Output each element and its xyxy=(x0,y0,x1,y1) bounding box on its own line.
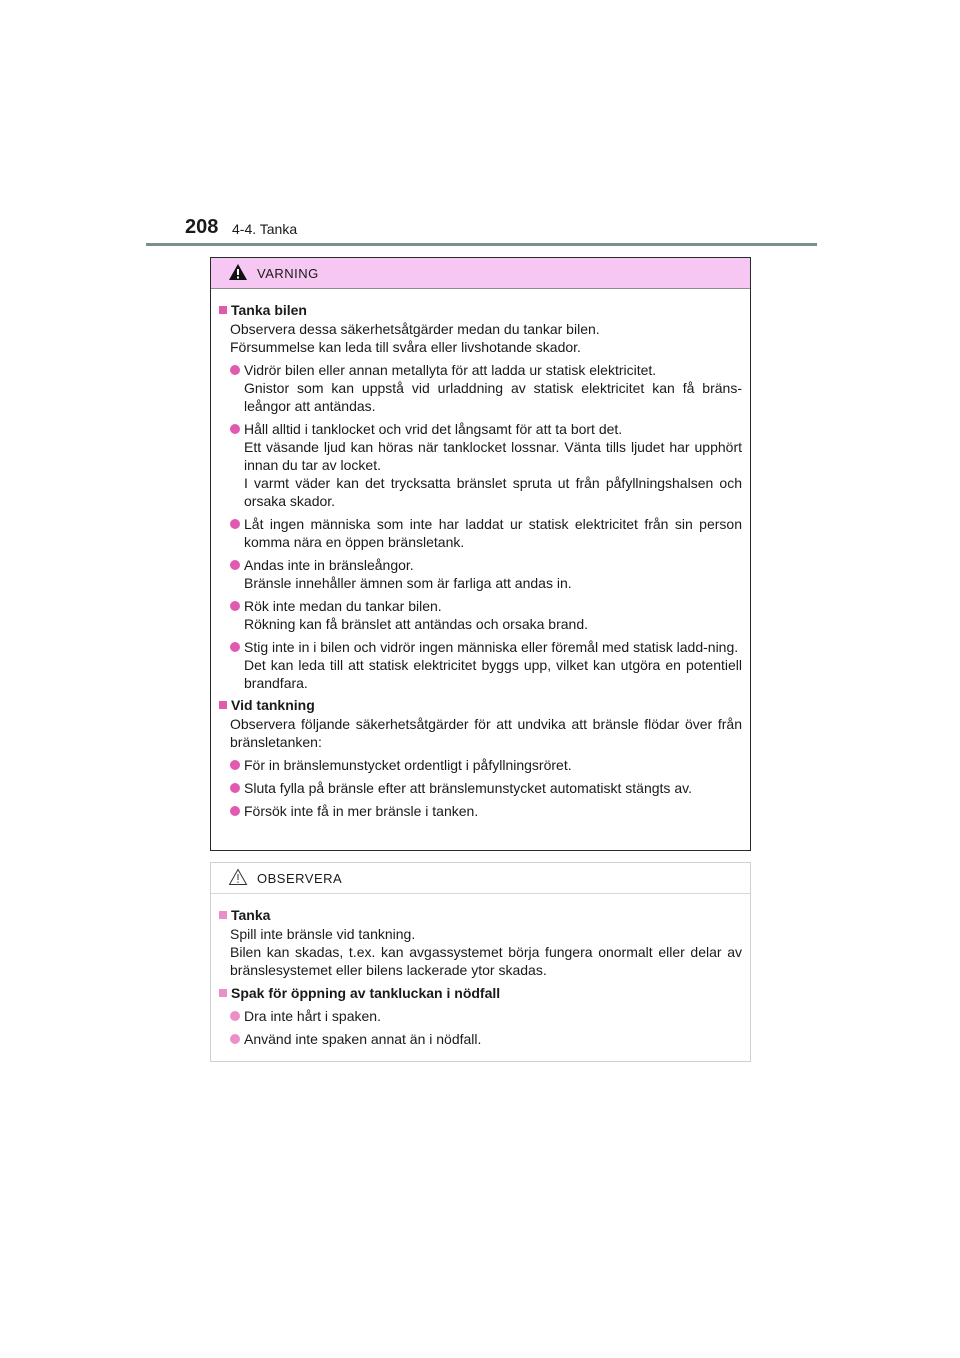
circle-bullet-icon xyxy=(230,760,240,770)
circle-bullet-icon xyxy=(230,806,240,816)
section-heading: Vid tankning xyxy=(219,696,742,714)
circle-bullet-icon xyxy=(230,1011,240,1021)
warning-label: VARNING xyxy=(257,266,319,281)
list-item: Håll alltid i tanklocket och vrid det långsamt för att ta bort det. Ett väsande ljud kan höras när tanklocket lossnar. Vänta tills ljudet har upphört innan du tar av locket. I varmt väder kan det trycksatta bränslet spruta ut från påfyllningshalsen och orsaka skador. xyxy=(219,420,742,510)
circle-bullet-icon xyxy=(230,365,240,375)
header-rule xyxy=(146,243,817,246)
square-bullet-icon xyxy=(219,701,227,709)
square-bullet-icon xyxy=(219,306,227,314)
circle-bullet-icon xyxy=(230,642,240,652)
section-heading: Tanka xyxy=(219,906,742,924)
warning-box xyxy=(210,257,751,851)
section-intro: Observera följande säkerhetsåtgärder för att undvika att bränsle flödar över från bränsletanken: xyxy=(230,716,742,750)
circle-bullet-icon xyxy=(230,601,240,611)
warning-body xyxy=(211,289,750,820)
square-bullet-icon xyxy=(219,911,227,919)
list-item: Försök inte få in mer bränsle i tanken. xyxy=(219,802,742,820)
list-item: För in bränslemunstycket ordentligt i påfyllningsröret. xyxy=(219,756,742,774)
list-item: Vidrör bilen eller annan metallyta för att ladda ur statisk elektricitet. Gnistor som kan uppstå vid urladdning av statisk elektricitet kan få bräns-leångor att antändas. xyxy=(219,361,742,415)
warning-triangle-icon xyxy=(228,263,248,281)
section-heading: Tanka bilen xyxy=(219,301,742,319)
list-item: Dra inte hårt i spaken. xyxy=(219,1007,742,1025)
list-item: Rök inte medan du tankar bilen. Rökning kan få bränslet att antändas och orsaka brand. xyxy=(219,597,742,633)
notice-label: OBSERVERA xyxy=(257,871,343,886)
list-item: Andas inte in bränsleångor. Bränsle innehåller ämnen som är farliga att andas in. xyxy=(219,556,742,592)
section-heading: Spak för öppning av tankluckan i nödfall xyxy=(219,984,742,1002)
list-item: Låt ingen människa som inte har laddat ur statisk elektricitet från sin person komma nära en öppen bränsletank. xyxy=(219,515,742,551)
section-title: 4-4. Tanka xyxy=(232,221,298,237)
circle-bullet-icon xyxy=(230,519,240,529)
warning-header xyxy=(211,258,750,289)
notice-box xyxy=(210,862,751,1062)
list-item: Stig inte in i bilen och vidrör ingen människa eller föremål med statisk ladd-ning. Det kan leda till att statisk elektricitet byggs upp, vilket kan utgöra en potentiell brandfara. xyxy=(219,638,742,692)
list-item: Sluta fylla på bränsle efter att bränslemunstycket automatiskt stängts av. xyxy=(219,779,742,797)
circle-bullet-icon xyxy=(230,1034,240,1044)
caution-triangle-icon xyxy=(228,868,248,886)
circle-bullet-icon xyxy=(230,424,240,434)
square-bullet-icon xyxy=(219,989,227,997)
section-intro: Spill inte bränsle vid tankning. Bilen kan skadas, t.ex. kan avgassystemet börja fungera onormalt eller delar av bränslesystemet eller bilens lackerade ytor skadas. xyxy=(230,926,742,978)
page-number: 208 xyxy=(185,216,219,238)
list-item: Använd inte spaken annat än i nödfall. xyxy=(219,1030,742,1048)
notice-header xyxy=(211,863,750,894)
circle-bullet-icon xyxy=(230,783,240,793)
circle-bullet-icon xyxy=(230,560,240,570)
section-intro: Observera dessa säkerhetsåtgärder medan du tankar bilen. Försummelse kan leda till svåra eller livshotande skador. xyxy=(230,321,600,355)
notice-body xyxy=(211,894,750,1048)
